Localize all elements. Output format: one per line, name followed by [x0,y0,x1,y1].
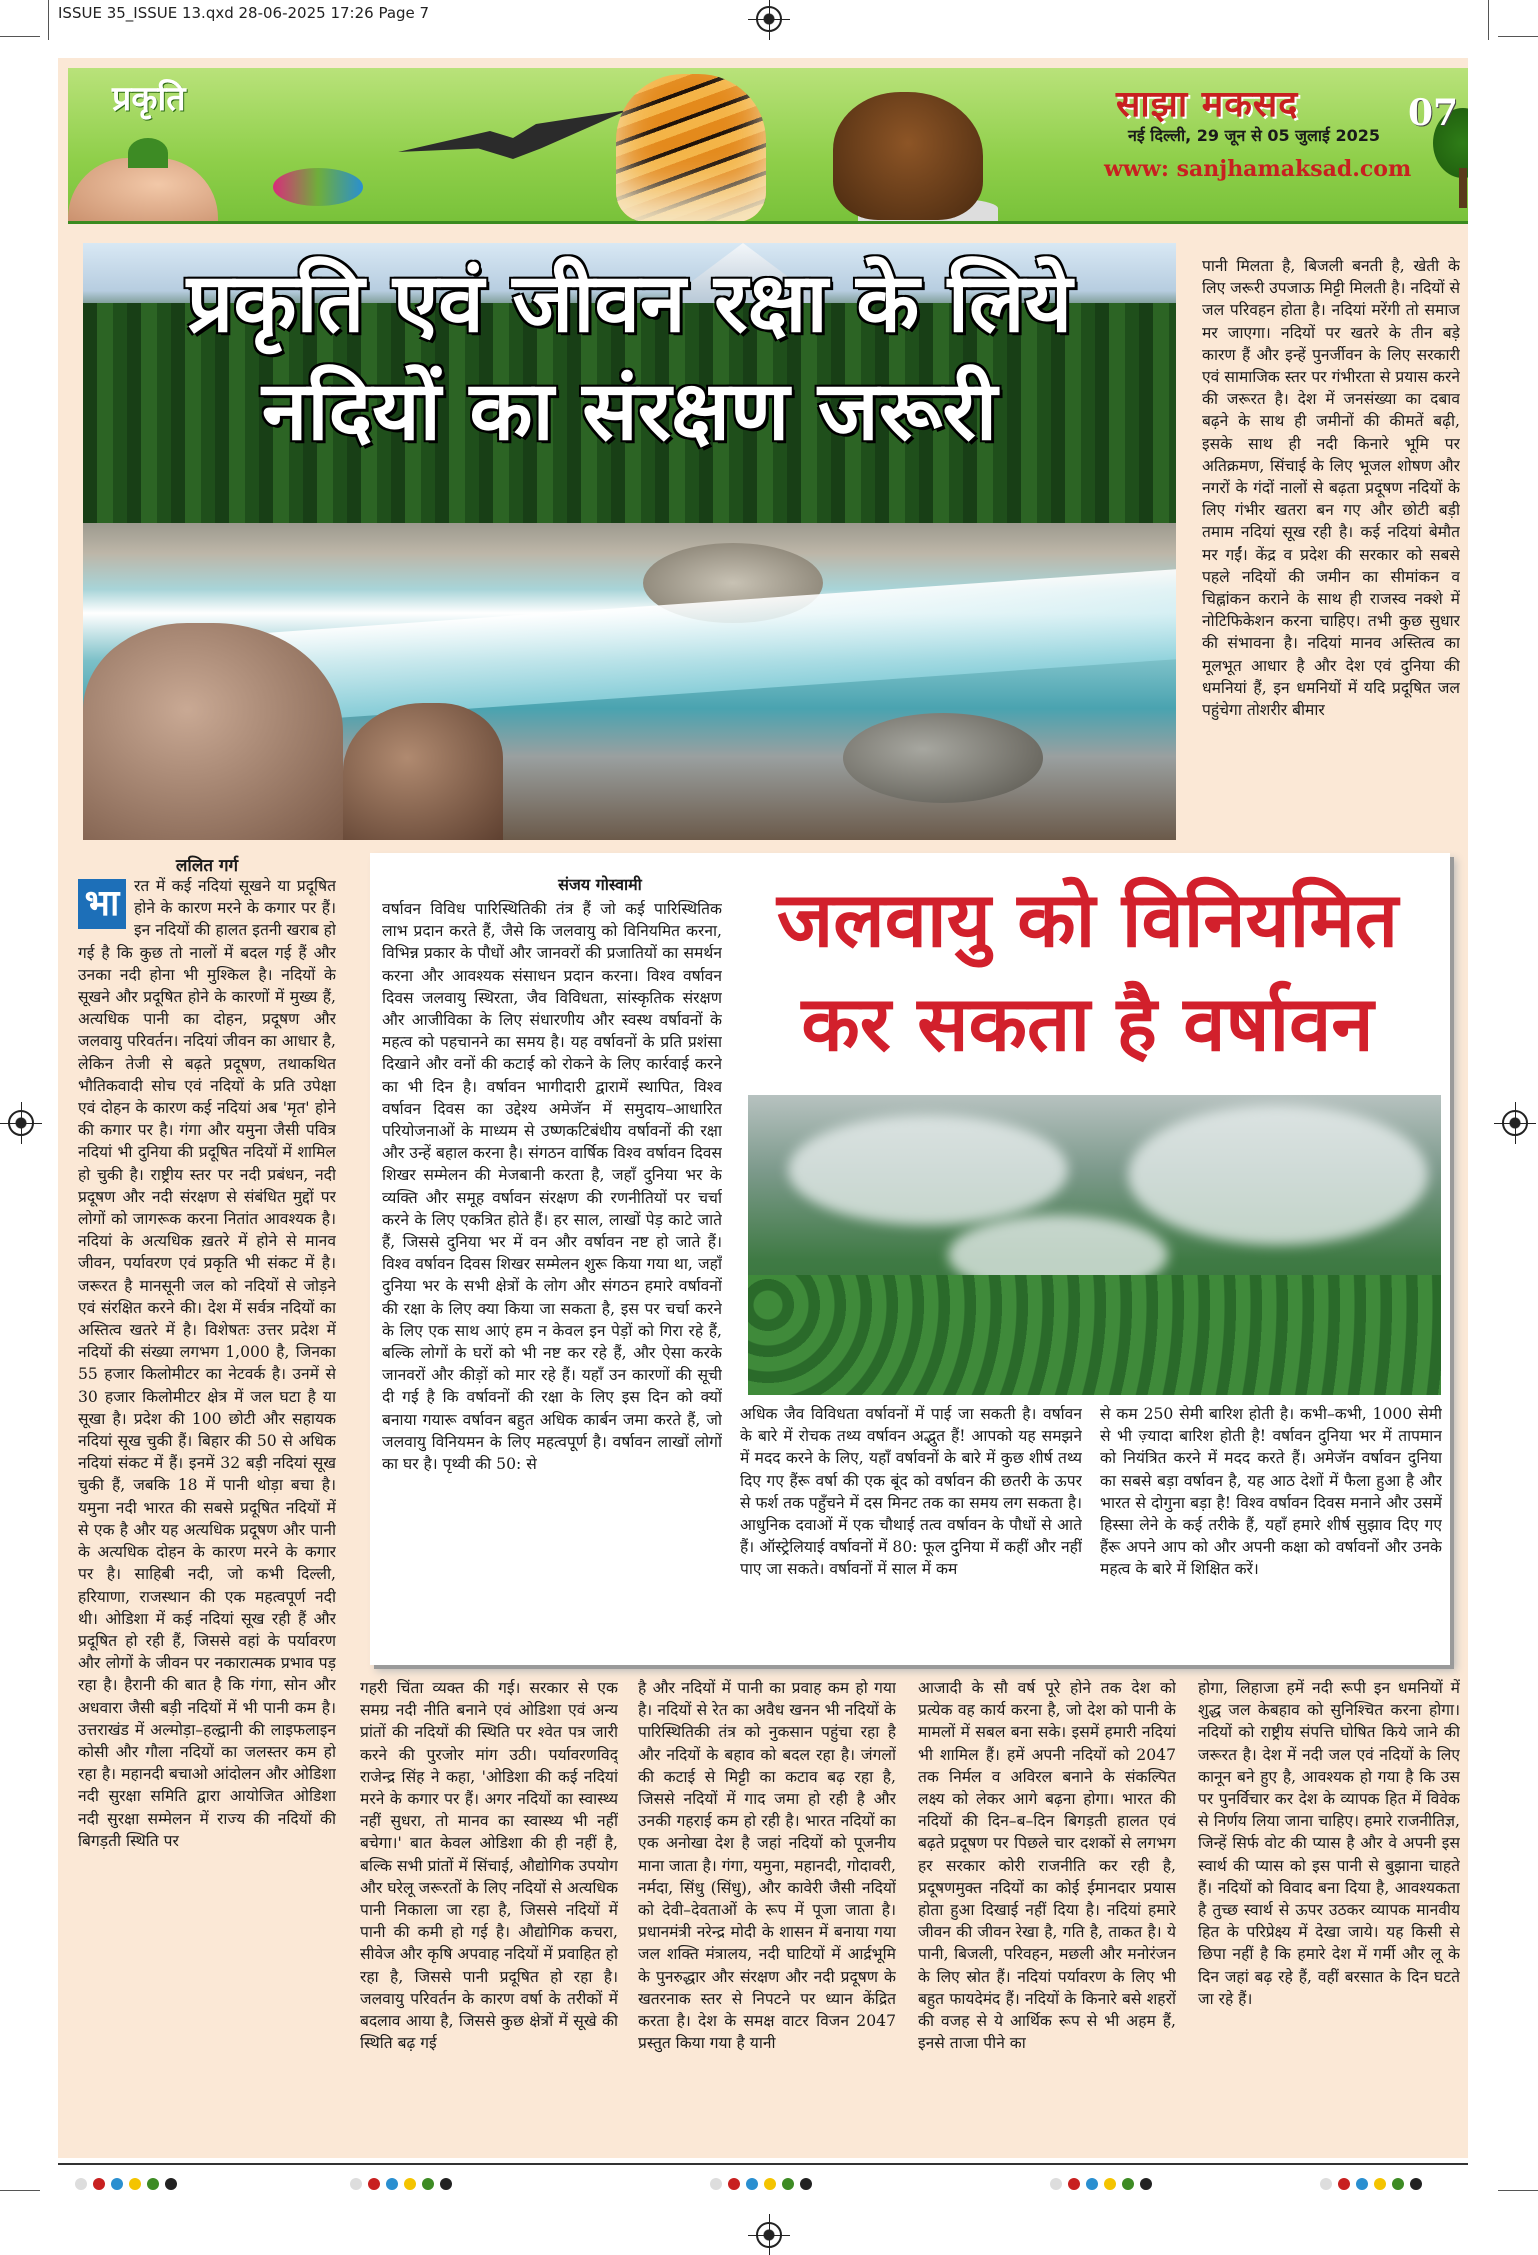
color-bar [75,2178,177,2190]
author-byline: संजय गोस्वामी [558,875,642,894]
tree-canopy [748,1275,1441,1395]
headline-line: जलवायु को विनियमित [776,875,1399,964]
color-swatch [350,2178,362,2190]
website-url[interactable]: www: sanjhamaksad.com [1104,156,1412,182]
story-column: आजादी के सौ वर्ष पूरे होने तक देश को प्रत्येक वह कार्य करना है, जो देश को पानी के मामलों में सबल बना सके। इसमें हमारी नदियां भी शामिल हैं। हमें अपनी नदियों को 2047 तक निर्मल व अविरल बनाने के संकल्पित लक्ष्य को लेकर आगे बढ़ना होगा। भारत की नदियों की दिन–ब–दिन बिगड़ती हालत एवं बढ़ते प्रदूषण पर पिछले चार दशकों से लगभग हर सरकार कोरी राजनीति कर रही है, प्रदूषणमुक्त नदियों का कोई ईमानदार प्रयास होता हुआ दिखाई नहीं दिया है। नदियां हमारे जीवन की जीवन रेखा है, गति है, ताकत है। ये पानी, बिजली, परिवहन, मछली और मनोरंजन के लिए स्रोत हैं। नदियां पर्यावरण के लिए भी बहुत फायदेमंद हैं। नदियों के किनारे बसे शहरों की वजह से ये आर्थिक रूप से भी अहम हैं, इनसे ताजा पीने का [918,1679,1176,2053]
river-rock [843,713,1043,803]
color-swatch [782,2178,794,2190]
color-swatch [1104,2178,1116,2190]
color-bar [1320,2178,1422,2190]
color-swatch [1086,2178,1098,2190]
hummingbird-illustration [273,168,363,206]
story-column: होगा, लिहाजा हमें नदी रूपी इन धमनियों में शुद्ध जल केबहाव को सुनिश्चित करना होगा। नदियों को राष्ट्रीय संपत्ति घोषित किये जाने की जरूरत है। देश में नदी जल एवं नदियों के लिए कानून बने हुए है, आवश्यक हो गया है कि उस पर पुनर्विचार कर देश के व्यापक हित में विवेक से निर्णय लिया जाना चाहिए। हमारे राजनीतिज्ञ, जिन्हें सिर्फ वोट की प्यास है और वे अपनी इस स्वार्थ की प्यास को इस पानी से बुझाना चाहते हैं। नदियों को विवाद बना दिया है, आवश्यकता है तुच्छ स्वार्थ से ऊपर उठकर व्यापक मानवीय हित के परिप्रेक्ष्य में देखा जाये। यह किसी से छिपा नहीं है कि हमारे देश में गर्मी और लू के दिन जहां बढ़ रहे हैं, वहीं बरसात के दिन घटते जा रहे हैं। [1198,1679,1460,2008]
color-swatch [710,2178,722,2190]
story-column: है और नदियों में पानी का प्रवाह कम हो गया है। नदियों से रेत का अवैध खनन भी नदियों के पारिस्थितिकी तंत्र को नुकसान पहुंचा रहा है और नदियों के बहाव को बदल रहा है। जंगलों की कटाई से मिट्टी का कटाव बढ़ रहा है, जिससे नदियों में गाद जमा हो रही है और उनकी गहराई कम हो रही है। भारत नदियों का एक अनोखा देश है जहां नदियों को पूजनीय माना जाता है। गंगा, यमुना, महानदी, गोदावरी, नर्मदा, सिंधु (सिंधु), और कावेरी जैसी नदियों को देवी–देवताओं के रूप में पूजा जाता है। प्रधानमंत्री नरेन्द्र मोदी के शासन में बनाया गया जल शक्ति मंत्रालय, नदी घाटियों में आर्द्रभूमि के पुनरुद्धार और संरक्षण और नदी प्रदूषण के खतरनाक स्तर से निपटने पर ध्यान केंद्रित करता है। देश के समक्ष वाटर विजन 2047 प्रस्तुत किया गया है यानी [638,1679,896,2053]
color-swatch [746,2178,758,2190]
color-swatch [764,2178,776,2190]
color-swatch [147,2178,159,2190]
story-column: अधिक जैव विविधता वर्षावनों में पाई जा सकती है। वर्षावन के बारे में रोचक तथ्य वर्षावन अद्भुत हैं! आपको यह समझने में मदद करने के लिए, यहाँ वर्षावनों के बारे में कुछ शीर्ष तथ्य दिए गए हैंरू वर्षा की एक बूंद को वर्षावन की छतरी के ऊपर से फर्श तक पहुँचने में दस मिनट तक का समय लग सकता है। आधुनिक दवाओं में एक चौथाई तत्व वर्षावन के पौधों से आते हैं। ऑस्ट्रेलियाई वर्षावनों में 80: फूल दुनिया में कहीं और नहीं पाए जा सकते। वर्षावनों में साल में कम [740,1405,1082,1579]
footer-rule [58,2163,1468,2165]
main-headline [83,250,1176,466]
registration-mark-icon [756,2222,782,2248]
dropcap: भा [78,879,126,929]
story-column: गहरी चिंता व्यक्त की गई। सरकार से एक समग्र नदी नीति बनाने एवं ओडिशा एवं अन्य प्रांतों की नदियों की स्थिति पर श्वेत पत्र जारी करने की पुरजोर मांग उठी। पर्यावरणविद् राजेन्द्र सिंह ने कहा, 'ओडिशा की कई नदियां मरने के कगार पर हैं। अगर नदियों का स्वास्थ्य नहीं सुधरा, तो मानव का स्वास्थ्य भी नहीं बचेगा।' बात केवल ओडिशा की ही नहीं है, बल्कि सभी प्रांतों में सिंचाई, औद्योगिक उपयोग और घरेलू जरूरतों के लिए नदियों से अत्यधिक पानी निकाला जा रहा है, जिससे नदियों में पानी की कमी हो गई है। औद्योगिक कचरा, सीवेज और कृषि अपवाह नदियों में प्रवाहित हो रहा है, जिससे पानी प्रदूषित हो रहा है। जलवायु परिवर्तन के कारण वर्षा के तरीकों में बदलाव आया है, जिससे कुछ क्षेत्रों में सूखे की स्थिति बढ़ गई [360,1679,618,2053]
color-swatch [93,2178,105,2190]
tiger-illustration [616,74,766,222]
color-swatch [386,2178,398,2190]
color-bar [350,2178,452,2190]
color-swatch [1068,2178,1080,2190]
masthead-logo: साझा मकसद [1116,83,1299,125]
color-swatch [368,2178,380,2190]
color-swatch [404,2178,416,2190]
crop-mark [1498,2190,1538,2191]
color-swatch [440,2178,452,2190]
section-title: प्रकृति [112,79,186,119]
story-text: रत में कई नदियां सूखने या प्रदूषित होने के कारण मरने के कगार पर हैं। इन नदियों की हालत इतनी खराब हो गई है कि कुछ तो नालों में बदल गई हैं और उनका नदी होना भी मुश्किल है। नदियों के सूखने और प्रदूषित होने के कारणों में मुख्य हैं, अत्यधिक पानी का दोहन, प्रदूषण और जलवायु परिवर्तन। नदियां जीवन का आधार है, लेकिन तेजी से बढ़ते प्रदूषण, तथाकथित भौतिकवादी सोच एवं नदियों के प्रति उपेक्षा एवं दोहन के कारण कई नदियां अब 'मृत' होने की कगार पर है। गंगा और यमुना जैसी पवित्र नदियां भी दुनिया की प्रदूषित नदियों में शामिल हो चुकी है। राष्ट्रीय स्तर पर नदी प्रबंधन, नदी प्रदूषण और नदी संरक्षण से संबंधित मुद्दों पर लोगों को जागरूक करना नितांत आवश्यक है। नदियां के अत्यधिक ख़तरे में होने से मानव जीवन, पर्यावरण एवं प्रकृति भी संकट में है। जरूरत है मानसूनी जल को नदियों से जोड़ने एवं संरक्षित करने की। देश में सर्वत्र नदियों का अस्तित्व खतरे में है। विशेषतः उत्तर प्रदेश में नदियों की संख्या लगभग 1,000 है, जिनका 55 हजार किलोमीटर का नेटवर्क है। उनमें से 30 हजार किलोमीटर क्षेत्र में जल घटा है या सूखा है। प्रदेश की 100 छोटी और सहायक नदियां सूख चुकी हैं। बिहार की 50 से अधिक नदियां संकट में हैं। इनमें 32 बड़ी नदियां सूख चुकी हैं, जबकि 18 में पानी थोड़ा बचा है। यमुना नदी भारत की सबसे प्रदूषित नदियों में से एक है और यह अत्यधिक प्रदूषण और पानी के अत्यधिक दोहन के कारण मरने के कगार पर है। साहिबी नदी, जो कभी दिल्ली, हरियाणा, राजस्थान की एक महत्वपूर्ण नदी थी। ओडिशा में कई नदियां सूख रही हैं और प्रदूषित हो रही हैं, जिससे वहां के पर्यावरण और लोगों के जीवन पर नकारात्मक प्रभाव पड़ रहा है। हैरानी की बात है कि गंगा, सोन और अधवारा जैसी बड़ी नदियों में भी पानी कम है। उत्तराखंड में अल्मोड़ा–हल्द्वानी की लाइफलाइन कोसी और गौला नदियों का जलस्तर कम हो रहा है। महानदी बचाओ आंदोलन और ओडिशा नदी सुरक्षा समिति द्वारा आयोजित ओडिशा नदी सुरक्षा सम्मेलन में राज्य की नदियों की बिगड़ती स्थिति पर [78,877,336,1850]
crop-mark [0,2190,40,2191]
river-rock [343,703,503,840]
color-swatch [75,2178,87,2190]
box-headline [735,868,1440,1076]
color-swatch [1140,2178,1152,2190]
page-header [68,68,1468,224]
sprout-illustration [128,138,168,168]
color-bar [1050,2178,1152,2190]
story-column: पानी मिलता है, बिजली बनती है, खेती के लिए जरूरी उपजाऊ मिट्टी मिलती है। नदियों से जल परिवहन होता है। नदियां मरेंगी तो समाज मर जाएगा। नदियों पर खतरे के तीन बड़े कारण हैं और इन्हें पुनर्जीवन के लिए सरकारी एवं सामाजिक स्तर पर गंभीरता से प्रयास करने की जरूरत है। देश में जनसंख्या का दबाव बढ़ने के साथ ही जमीनों की कीमतें बढ़ी, इसके साथ ही नदी किनारे भूमि पर अतिक्रमण, सिंचाई के लिए भूजल शोषण और नगरों के गंदों नालों से बढ़ता प्रदूषण नदियों के लिए गंभीर खतरा बन गए और छोटी बड़ी तमाम नदियां सूख रही है। कई नदियां बेमौत मर गईं। केंद्र व प्रदेश की सरकार को सबसे पहले नदियों की जमीन का सीमांकन व चिह्नांकन कराने के साथ ही राजस्व नक्शे में नोटिफिकेशन करना चाहिए। तभी कुछ सुधार की संभावना है। नदियां मानव अस्तित्व का मूलभूत आधार है और देश एवं दुनिया की धमनियां हैं, इन धमनियों में यदि प्रदूषित जल पहुंचेगा तोशरीर बीमार [1202,257,1460,720]
color-bar [710,2178,812,2190]
color-swatch [800,2178,812,2190]
page-number: 07 [1408,92,1459,134]
color-swatch [1374,2178,1386,2190]
color-swatch [165,2178,177,2190]
crop-mark [1498,36,1538,37]
color-swatch [1338,2178,1350,2190]
issue-date: नई दिल्ली, 29 जून से 05 जुलाई 2025 [1128,126,1381,145]
color-swatch [1050,2178,1062,2190]
mist [788,1115,1068,1225]
story-column [78,875,336,2135]
color-swatch [129,2178,141,2190]
crop-mark [48,0,49,40]
crop-mark [0,36,40,37]
color-swatch [728,2178,740,2190]
eagle-illustration [398,110,628,180]
color-swatch [1356,2178,1368,2190]
color-swatch [111,2178,123,2190]
story-column: से कम 250 सेमी बारिश होती है। कभी–कभी, 1000 सेमी से भी ज़्यादा बारिश होती है! वर्षावन दुनिया भर में तापमान को नियंत्रित करने में मदद करते हैं। अमेजॅन वर्षावन दुनिया का सबसे बड़ा वर्षावन है, यह आठ देशों में फैला हुआ है और भारत से दोगुना बड़ा है! विश्व वर्षावन दिवस मनाने और उसमें हिस्सा लेने के कई तरीके हैं, यहाँ हमारे शीर्ष सुझाव दिए गए हैंरू अपने आप को और अपनी कक्षा को वर्षावनों और उनके महत्व के बारे में शिक्षित करें। [1100,1405,1442,1579]
headline-line: प्रकृति एवं जीवन रक्षा के लिये [186,256,1073,351]
color-swatch [422,2178,434,2190]
bear-illustration [833,92,983,220]
color-swatch [1320,2178,1332,2190]
color-swatch [1410,2178,1422,2190]
registration-mark-icon [1502,1110,1528,1136]
headline-line: कर सकता है वर्षावन [801,979,1374,1068]
color-swatch [1122,2178,1134,2190]
river-rock [83,623,343,840]
mist [1128,1105,1428,1245]
registration-mark-icon [8,1110,34,1136]
tree-trunk [1459,168,1467,208]
crop-mark [1488,0,1489,40]
author-byline: ललित गर्ग [175,856,239,876]
rainforest-photo [748,1095,1441,1395]
file-slug: ISSUE 35_ISSUE 13.qxd 28-06-2025 17:26 Page 7 [58,4,430,22]
registration-mark-icon [756,6,782,32]
headline-line: नदियों का संरक्षण जरूरी [261,364,998,459]
story-column: वर्षावन विविध पारिस्थितिकी तंत्र हैं जो कई पारिस्थितिक लाभ प्रदान करते हैं, जैसे कि जलवायु को विनियमित करना, विभिन्न प्रकार के पौधों और जानवरों की प्रजातियों का समर्थन करना और आवश्यक संसाधन प्रदान करना। विश्व वर्षावन दिवस जलवायु स्थिरता, जैव विविधता, सांस्कृतिक संरक्षण और आजीविका के लिए संधारणीय और स्वस्थ वर्षावनों के महत्व को पहचानने का समय है। यह वर्षावनों के प्रति प्रशंसा दिखाने और वनों की कटाई को रोकने के लिए कार्रवाई करने का भी दिन है। वर्षावन भागीदारी द्वारामें स्थापित, विश्व वर्षावन दिवस का उद्देश्य अमेजॅन में समुदाय–आधारित परियोजनाओं के माध्यम से उष्णकटिबंधीय वर्षावनों की रक्षा और उन्हें बहाल करना है। संगठन वार्षिक विश्व वर्षावन दिवस शिखर सम्मेलन की मेजबानी करता है, जहाँ दुनिया भर के व्यक्ति और समूह वर्षावन संरक्षण की रणनीतियों पर चर्चा करने के लिए एकत्रित होते हैं। हर साल, लाखों पेड़ काटे जाते हैं, जिससे दुनिया भर में वन और वर्षावन नष्ट हो जाते हैं। विश्व वर्षावन दिवस शिखर सम्मेलन शुरू किया गया था, जहाँ दुनिया भर के सभी क्षेत्रों के लोग और संगठन हमारे वर्षावनों की रक्षा के लिए क्या किया जा सकता है, इस पर चर्चा करने के लिए एक साथ आएं हम न केवल इन पेड़ों को गिरा रहे हैं, बल्कि लोगों के घरों को भी नष्ट कर रहे हैं, और ऐसा करके जानवरों और कीड़ों को मार रहे हैं। यहाँ उन कारणों की सूची दी गई है कि वर्षावनों की रक्षा के लिए इस दिन को क्यों बनाया गयारू वर्षावन बहुत अधिक कार्बन जमा करते हैं, जो जलवायु विनियमन के लिए महत्वपूर्ण है। वर्षावन लाखों लोगों का घर है। पृथ्वी की 50: से [382,900,722,1474]
color-swatch [1392,2178,1404,2190]
